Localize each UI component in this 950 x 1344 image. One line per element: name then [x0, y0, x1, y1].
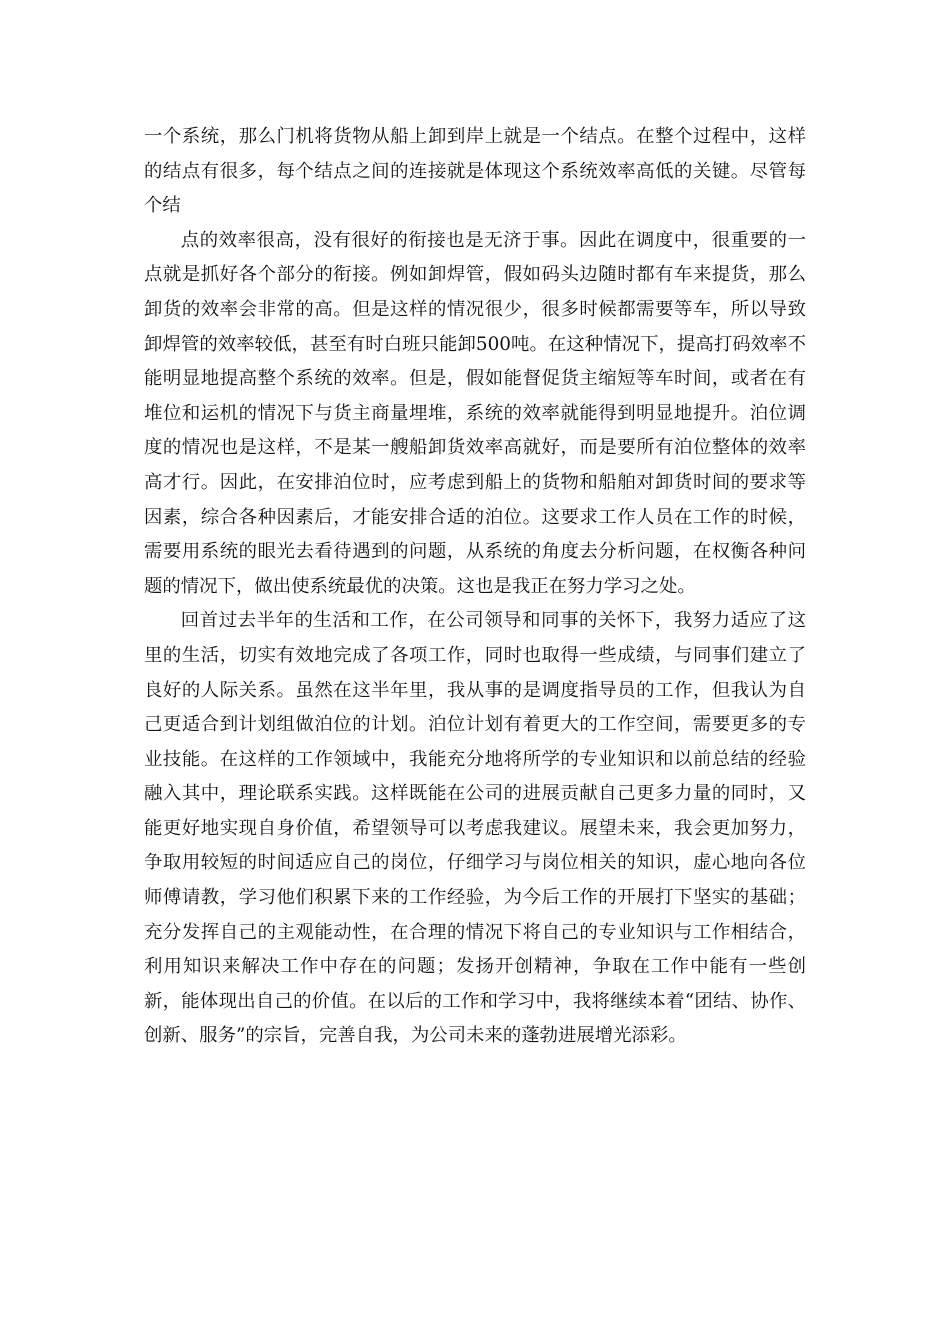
- paragraph-3: 回首过去半年的生活和工作，在公司领导和同事的关怀下，我努力适应了这里的生活，切实有效地完成了各项工作，同时也取得一些成绩，与同事们建立了良好的人际关系。虽然在这半年里，我从事的是调度指导员的工作，但我认为自己更适合到计划组做泊位的计划。泊位计划有着更大的工作空间，需要更多的专业技能。在这样的工作领域中，我能充分地将所学的专业知识和以前总结的经验融入其中，理论联系实践。这样既能在公司的进展贡献自己更多力量的同时，又能更好地实现自身价值，希望领导可以考虑我建议。展望未来，我会更加努力，争取用较短的时间适应自己的岗位，仔细学习与岗位相关的知识，虚心地向各位师傅请教，学习他们积累下来的工作经验，为今后工作的开展打下坚实的基础；充分发挥自己的主观能动性，在合理的情况下将自己的专业知识与工作相结合，利用知识来解决工作中存在的问题；发扬开创精神，争取在工作中能有一些创新，能体现出自己的价值。在以后的工作和学习中，我将继续本着“团结、协作、创新、服务”的宗旨，完善自我，为公司未来的蓬勃进展增光添彩。: [144, 610, 806, 1047]
- paragraph-2: 点的效率很高，没有很好的衔接也是无济于事。因此在调度中，很重要的一点就是抓好各个部分的衔接。例如卸焊管，假如码头边随时都有车来提货，那么卸货的效率会非常的高。但是这样的情况很少，很多时候都需要等车，所以导致卸焊管的效率较低，甚至有时白班只能卸500吨。在这种情况下，提高打码效率不能明显地提高整个系统的效率。但是，假如能督促货主缩短等车时间，或者在有堆位和运机的情况下与货主商量埋堆，系统的效率就能得到明显地提升。泊位调度的情况也是这样，不是某一艘船卸货效率高就好，而是要所有泊位整体的效率高才行。因此，在安排泊位时，应考虑到船上的货物和船舶对卸货时间的要求等因素，综合各种因素后，才能安排合适的泊位。这要求工作人员在工作的时候，需要用系统的眼光去看待遇到的问题，从系统的角度去分析问题，在权衡各种问题的情况下，做出使系统最优的决策。这也是我正在努力学习之处。: [144, 229, 806, 597]
- paragraph-1: 一个系统，那么门机将货物从船上卸到岸上就是一个结点。在整个过程中，这样的结点有很多，每个结点之间的连接就是体现这个系统效率高低的关键。尽管每个结: [144, 126, 806, 217]
- document-body: [144, 120, 806, 1054]
